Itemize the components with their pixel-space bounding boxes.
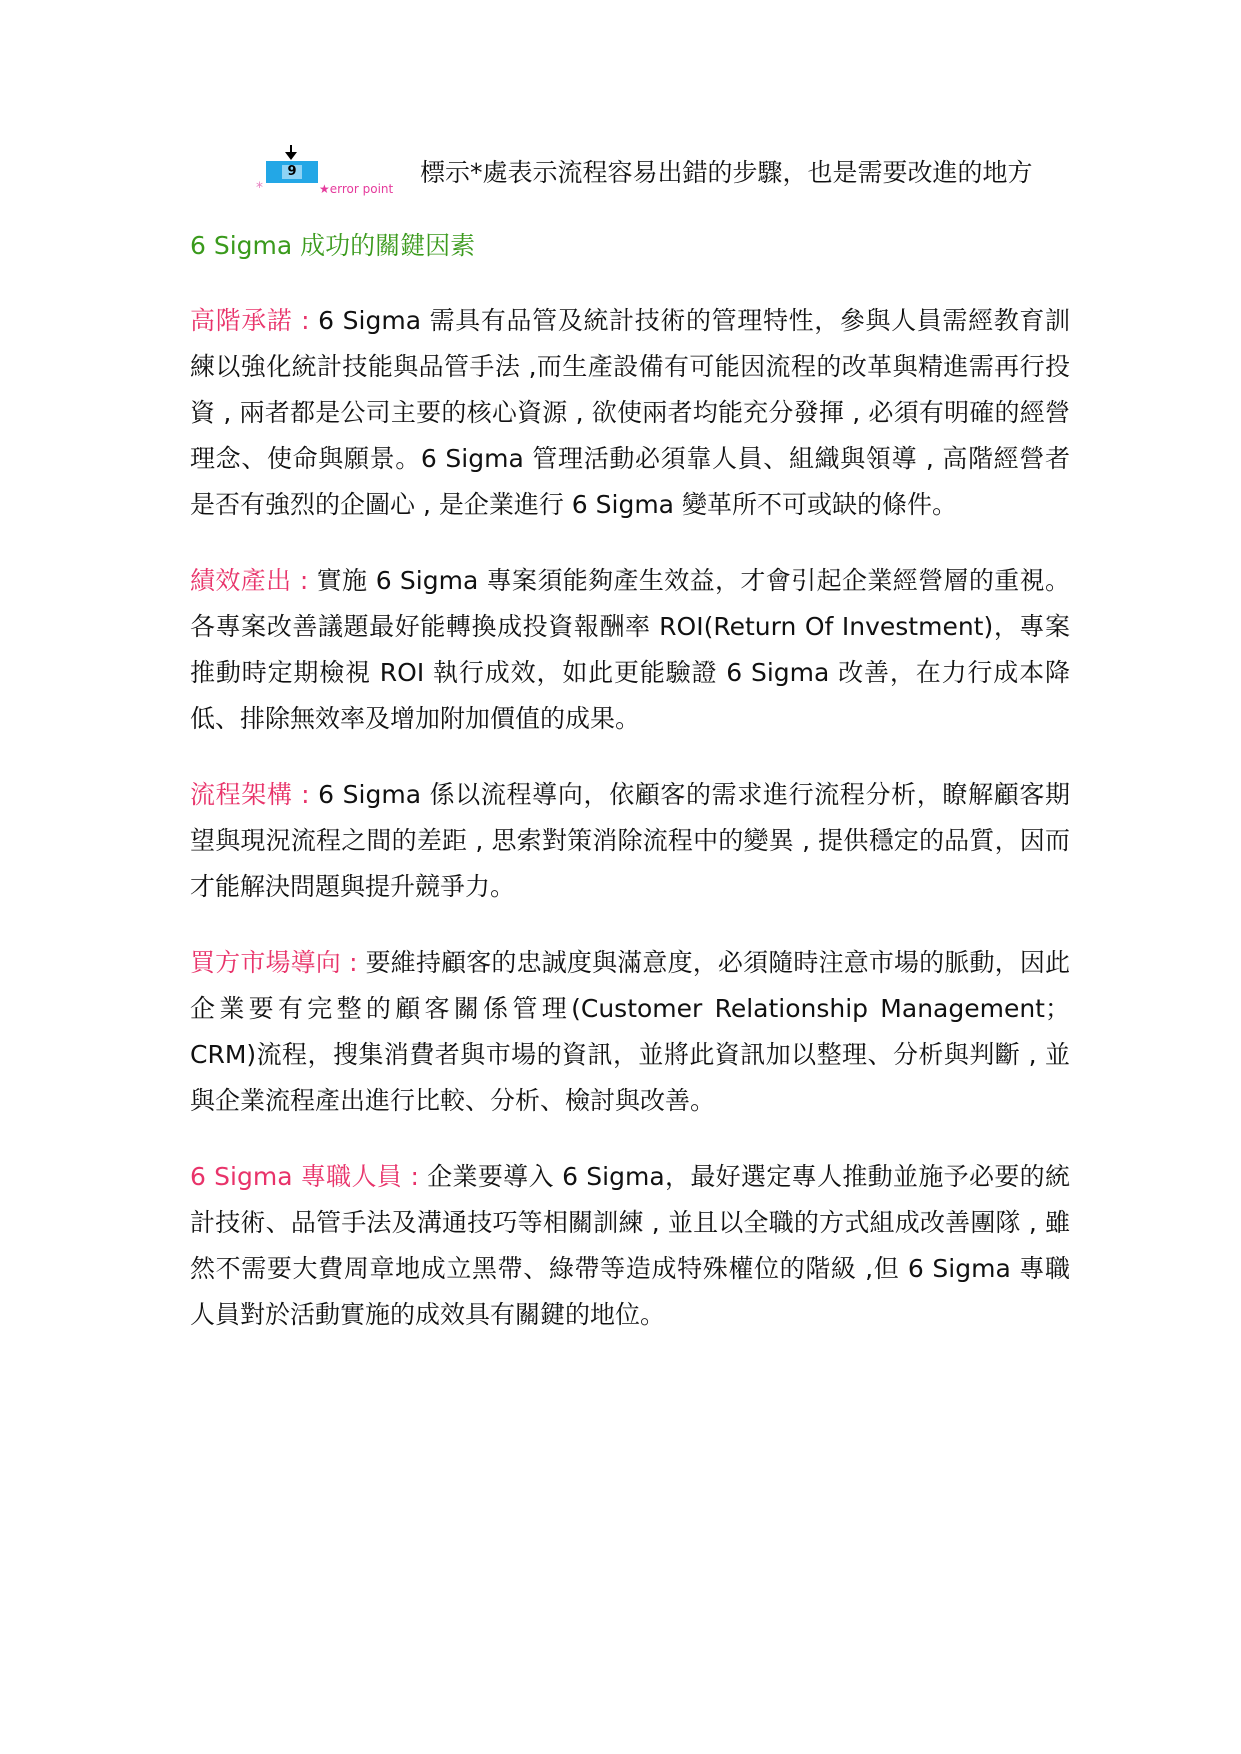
section-label: 流程架構 :: [190, 780, 319, 809]
asterisk-icon: *: [256, 180, 263, 196]
section-dedicated-staff: [190, 1154, 1070, 1338]
section-process-architecture: [190, 772, 1070, 910]
section-label: 買方市場導向 :: [190, 948, 366, 977]
legend-description: 標示*處表示流程容易出錯的步驟，也是需要改進的地方: [420, 158, 1033, 187]
section-heading: 6 Sigma 成功的關鍵因素: [190, 231, 476, 260]
section-body: 企業要導入 6 Sigma，最好選定專人推動並施予必要的統計技術、品管手法及溝通技巧等相關訓練 , 並且以全職的方式組成改善團隊 , 雖然不需要大費周章地成立黑帶、綠帶等造成特殊權位的階級 ,但 6 Sigma 專職人員對於活動實施的成效具有關鍵的地位。: [190, 1162, 1070, 1329]
error-point-label: ★error point: [319, 182, 394, 196]
document-page: [190, 150, 1070, 1368]
section-body: 實施 6 Sigma 專案須能夠產生效益，才會引起企業經營層的重視。各專案改善議題最好能轉換成投資報酬率 ROI(Return Of Investment)，專案推動時定期檢視 ROI 執行成效，如此更能驗證 6 Sigma 改善，在力行成本降低、排除無效率及增加附加價值的成果。: [190, 566, 1070, 733]
section-buyer-market-orientation: [190, 940, 1070, 1124]
section-body: 6 Sigma 需具有品管及統計技術的管理特性，參與人員需經教育訓練以強化統計技能與品管手法 ,而生產設備有可能因流程的改革與精進需再行投資 , 兩者都是公司主要的核心資源 , 欲使兩者均能充分發揮 , 必須有明確的經營理念、使命與願景。6 Sigma 管理活動必須靠人員、組織與領導 , 高階經營者是否有強烈的企圖心 , 是企業進行 6 Sigma 變革所不可或缺的條件。: [190, 306, 1070, 519]
section-performance-output: [190, 558, 1070, 742]
section-label: 績效產出 :: [190, 566, 317, 595]
error-point-marker: [256, 159, 420, 196]
section-body: 6 Sigma 係以流程導向，依顧客的需求進行流程分析，瞭解顧客期望與現況流程之間的差距 , 思索對策消除流程中的變異 , 提供穩定的品質，因而才能解決問題與提升競爭力。: [190, 780, 1070, 901]
step-number: 9: [282, 165, 301, 179]
error-point-legend: [190, 150, 1070, 195]
arrow-down-icon: [285, 152, 297, 160]
section-top-commitment: [190, 298, 1070, 528]
process-step-box: [266, 161, 318, 183]
section-label: 高階承諾 :: [190, 306, 319, 335]
section-body: 要維持顧客的忠誠度與滿意度，必須隨時注意市場的脈動，因此企業要有完整的顧客關係管理(Customer Relationship Management；CRM)流程，搜集消費者與市場的資訊，並將此資訊加以整理、分析與判斷 , 並與企業流程產出進行比較、分析、檢討與改善。: [190, 948, 1070, 1115]
section-label: 6 Sigma 專職人員 :: [190, 1162, 428, 1191]
